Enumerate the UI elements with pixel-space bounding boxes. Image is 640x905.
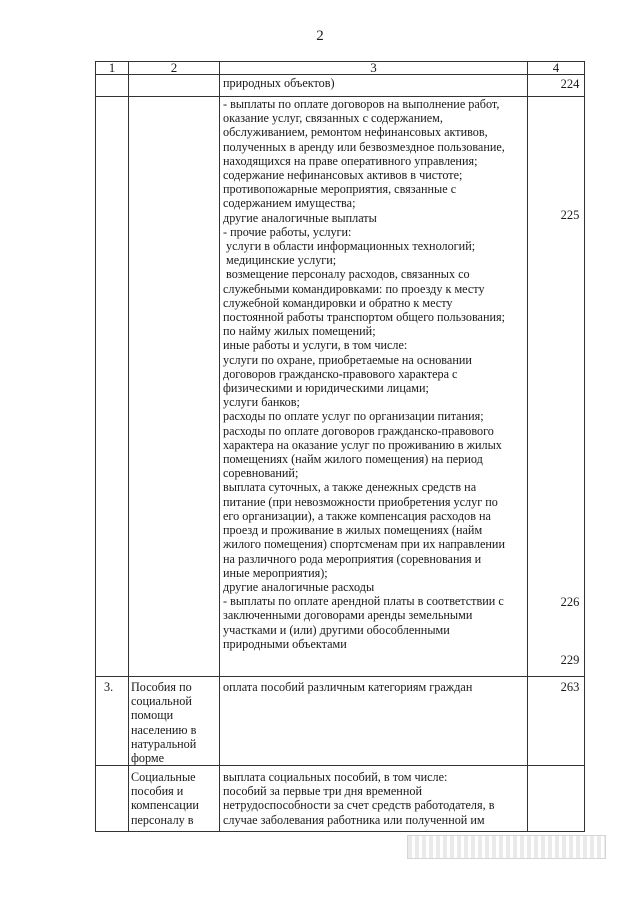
col-header-3: 3 bbox=[370, 60, 377, 75]
page-number: 2 bbox=[316, 28, 324, 44]
scan-stamp-artifact bbox=[407, 835, 606, 859]
col-header-2: 2 bbox=[170, 60, 178, 75]
row-4-name: Социальные пособия и компенсации персоналу в bbox=[131, 770, 199, 827]
row-cont-a-code: 224 bbox=[560, 77, 580, 91]
col-header-4: 4 bbox=[552, 60, 560, 75]
row-cont-b-code-225: 225 bbox=[560, 208, 580, 222]
row-cont-b-description: - выплаты по оплате договоров на выполнение работ, оказание услуг, связанных с содержанием, обслуживанием, ремонтом нефинансовых активов, полученных в аренду или безвозмездное пользование, находящихся на праве оперативного управления; содержание нефинансовых активов в чистоте; противопожарные мероприятия, связанные с содержанием имущества; другие аналогичные выплаты - прочие работы, услуги: услуги в области информационных технологий; медицинские услуги; возмещение персоналу расходов, связанных со служебными командировками: по проезду к месту служебной командировки и обратно к месту постоянной работы транспортом общего пользования; по найму жилых помещений; иные работы и услуги, в том числе: услуги по охране, приобретаемые на основании договоров гражданско-правового характера с физическими и юридическими лицами; услуги банков; расходы по оплате услуг по организации питания; расходы по оплате договоров гражданско-правового характера на оказание услуг по проживанию в жилых помещениях (найм жилого помещения) на период соревнований; выплата суточных, а также денежных средств на питание (при невозможности приобретения услуг по его организации), а также компенсация расходов на проезд и проживание в жилых помещениях (найм жилого помещения) спортсменам при их направлении на различного рода мероприятия (соревнования и иные мероприятия); другие аналогичные расходы - выплаты по оплате арендной платы в соответствии с заключенными договорами аренды земельными участками и (или) другими обособленными природными объектами bbox=[223, 97, 506, 651]
row-3-number: 3. bbox=[104, 680, 114, 694]
row-cont-a-description: природных объектов) bbox=[223, 76, 335, 90]
row-3-code: 263 bbox=[560, 680, 580, 694]
row-cont-b-code-229: 229 bbox=[560, 653, 580, 667]
row-cont-b-code-226: 226 bbox=[560, 595, 580, 609]
col-header-1: 1 bbox=[108, 60, 116, 75]
row-3-description: оплата пособий различным категориям граждан bbox=[223, 680, 473, 694]
row-4-description: выплата социальных пособий, в том числе: пособий за первые три дня временной нетрудоспособности за счет средств работодателя, в случае заболевания работника или полученной им bbox=[223, 770, 495, 827]
row-3-name: Пособия по социальной помощи населению в натуральной форме bbox=[131, 680, 197, 766]
